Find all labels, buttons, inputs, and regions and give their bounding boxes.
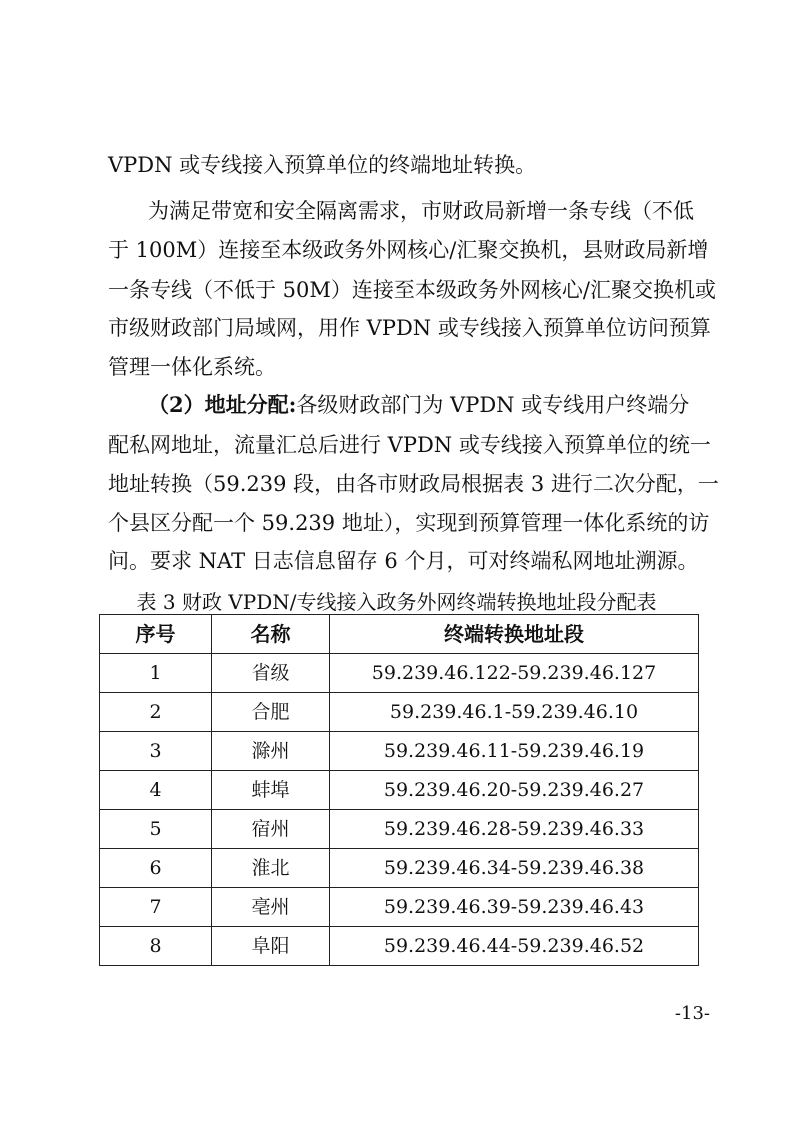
page-number: -13- <box>674 1003 710 1024</box>
text-line-3: 于 100M）连接至本级政务外网核心/汇聚交换机，县财政局新增 <box>108 238 709 262</box>
table-row <box>100 810 699 849</box>
cell-name: 滁州 <box>212 732 330 771</box>
cell-name: 宿州 <box>212 810 330 849</box>
cell-index: 6 <box>100 849 212 888</box>
text-line-6: 管理一体化系统。 <box>108 355 276 379</box>
cell-address-range: 59.239.46.39-59.239.46.43 <box>330 888 699 927</box>
cell-address-range: 59.239.46.28-59.239.46.33 <box>330 810 699 849</box>
cell-name: 蚌埠 <box>212 771 330 810</box>
cell-index: 3 <box>100 732 212 771</box>
cell-address-range: 59.239.46.44-59.239.46.52 <box>330 927 699 966</box>
header-name: 名称 <box>212 615 330 654</box>
cell-name: 合肥 <box>212 693 330 732</box>
table-row <box>100 732 699 771</box>
text-line-2: 为满足带宽和安全隔离需求，市财政局新增一条专线（不低 <box>148 199 694 223</box>
cell-index: 7 <box>100 888 212 927</box>
cell-name: 省级 <box>212 654 330 693</box>
cell-address-range: 59.239.46.11-59.239.46.19 <box>330 732 699 771</box>
text-line-9: 地址转换（59.239 段，由各市财政局根据表 3 进行二次分配，一 <box>108 472 719 496</box>
cell-index: 1 <box>100 654 212 693</box>
address-allocation-table <box>99 614 699 966</box>
cell-index: 4 <box>100 771 212 810</box>
cell-address-range: 59.239.46.1-59.239.46.10 <box>330 693 699 732</box>
table-row <box>100 927 699 966</box>
table-caption: 表 3 财政 VPDN/专线接入政务外网终端转换地址段分配表 <box>136 590 657 614</box>
header-index: 序号 <box>100 615 212 654</box>
header-address-range: 终端转换地址段 <box>330 615 699 654</box>
cell-address-range: 59.239.46.122-59.239.46.127 <box>330 654 699 693</box>
text-line-11: 问。要求 NAT 日志信息留存 6 个月，可对终端私网地址溯源。 <box>108 549 699 573</box>
section-heading: （2）地址分配: <box>148 392 297 417</box>
text-line-8: 配私网地址，流量汇总后进行 VPDN 或专线接入预算单位的统一 <box>108 433 711 457</box>
table-row <box>100 771 699 810</box>
section-heading-rest: 各级财政部门为 VPDN 或专线用户终端分 <box>296 393 690 417</box>
text-line-5: 市级财政部门局域网，用作 VPDN 或专线接入预算单位访问预算 <box>108 316 711 340</box>
cell-index: 5 <box>100 810 212 849</box>
table-row <box>100 888 699 927</box>
text-line-7 <box>148 390 689 420</box>
cell-name: 淮北 <box>212 849 330 888</box>
cell-index: 8 <box>100 927 212 966</box>
cell-address-range: 59.239.46.34-59.239.46.38 <box>330 849 699 888</box>
text-line-4: 一条专线（不低于 50M）连接至本级政务外网核心/汇聚交换机或 <box>108 278 716 302</box>
cell-index: 2 <box>100 693 212 732</box>
table-row <box>100 654 699 693</box>
table-row <box>100 849 699 888</box>
table-row <box>100 693 699 732</box>
table-header-row <box>100 615 699 654</box>
cell-name: 亳州 <box>212 888 330 927</box>
text-line-10: 个县区分配一个 59.239 地址），实现到预算管理一体化系统的访 <box>108 511 710 535</box>
cell-address-range: 59.239.46.20-59.239.46.27 <box>330 771 699 810</box>
cell-name: 阜阳 <box>212 927 330 966</box>
text-line-1: VPDN 或专线接入预算单位的终端地址转换。 <box>108 153 537 177</box>
